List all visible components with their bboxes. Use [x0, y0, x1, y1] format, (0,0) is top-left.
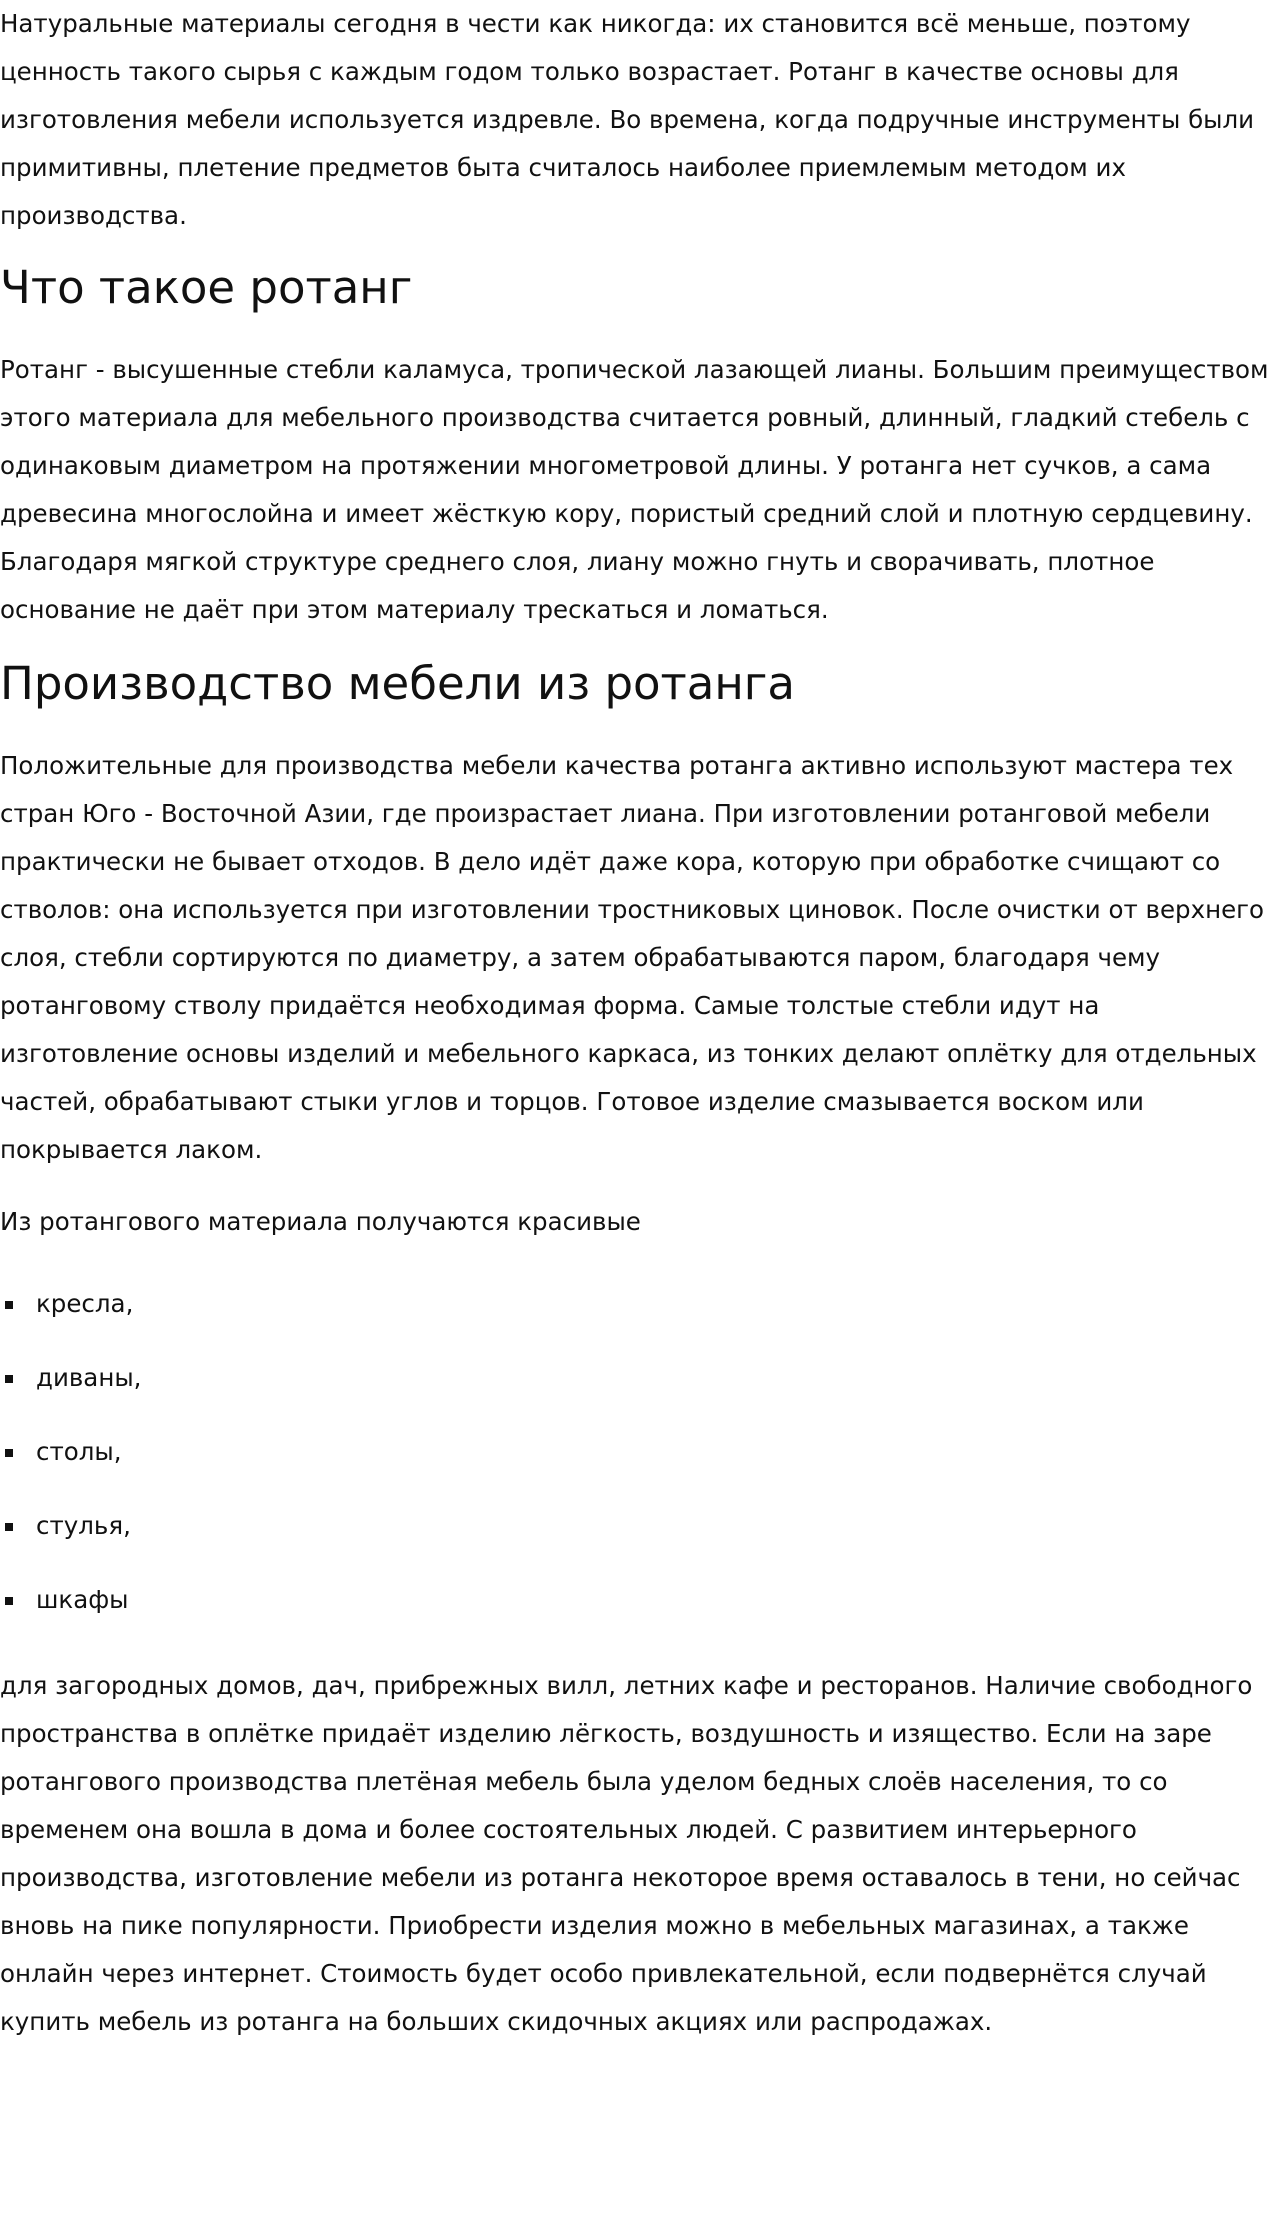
square-bullet-icon	[5, 1597, 13, 1605]
list-item	[0, 1428, 1270, 1476]
production-paragraph: Положительные для производства мебели качества ротанга активно используют мастера тех стран Юго - Восточной Азии, где произрастает лиана. При изготовлении ротанговой мебели практически не бывает отходов. В дело идёт даже кора, которую при обработке счищают со стволов: она используется при изготовлении тростниковых циновок. После очистки от верхнего слоя, стебли сортируются по диаметру, а затем обрабатываются паром, благодаря чему ротанговому стволу придаётся необходимая форма. Самые толстые стебли идут на изготовление основы изделий и мебельного каркаса, из тонких делают оплётку для отдельных частей, обрабатывают стыки углов и торцов. Готовое изделие смазывается воском или покрывается лаком.	[0, 751, 1265, 1164]
list-item	[0, 1502, 1270, 1550]
list-item-label: столы,	[36, 1437, 122, 1466]
furniture-list	[0, 1280, 1270, 1624]
list-intro-paragraph: Из ротангового материала получаются красивые	[0, 1207, 641, 1236]
square-bullet-icon	[5, 1375, 13, 1383]
list-item	[0, 1280, 1270, 1328]
list-item-label: стулья,	[36, 1511, 131, 1540]
list-item	[0, 1576, 1270, 1624]
list-item-label: кресла,	[36, 1289, 134, 1318]
list-item-label: диваны,	[36, 1363, 142, 1392]
list-item	[0, 1354, 1270, 1402]
intro-paragraph: Натуральные материалы сегодня в чести как никогда: их становится всё меньше, поэтому ценность такого сырья с каждым годом только возрастает. Ротанг в качестве основы для изготовления мебели используется издревле. Во времена, когда подручные инструменты были примитивны, плетение предметов быта считалось наиболее приемлемым методом их производства.	[0, 9, 1255, 230]
list-item-label: шкафы	[36, 1585, 129, 1614]
square-bullet-icon	[5, 1523, 13, 1531]
square-bullet-icon	[5, 1449, 13, 1457]
square-bullet-icon	[5, 1301, 13, 1309]
heading-rattan-furniture-production: Производство мебели из ротанга	[0, 657, 795, 710]
what-is-rattan-paragraph: Ротанг - высушенные стебли каламуса, тропической лазающей лианы. Большим преимуществом этого материала для мебельного производства считается ровный, длинный, гладкий стебель с одинаковым диаметром на протяжении многометровой длины. У ротанга нет сучков, а сама древесина многослойна и имеет жёсткую кору, пористый средний слой и плотную сердцевину. Благодаря мягкой структуре среднего слоя, лиану можно гнуть и сворачивать, плотное основание не даёт при этом материалу трескаться и ломаться.	[0, 355, 1269, 624]
heading-what-is-rattan: Что такое ротанг	[0, 261, 413, 314]
closing-paragraph: для загородных домов, дач, прибрежных вилл, летних кафе и ресторанов. Наличие свободного пространства в оплётке придаёт изделию лёгкость, воздушность и изящество. Если на заре ротангового производства плетёная мебель была уделом бедных слоёв населения, то со временем она вошла в дома и более состоятельных людей. С развитием интерьерного производства, изготовление мебели из ротанга некоторое время оставалось в тени, но сейчас вновь на пике популярности. Приобрести изделия можно в мебельных магазинах, а также онлайн через интернет. Стоимость будет особо привлекательной, если подвернётся случай купить мебель из ротанга на больших скидочных акциях или распродажах.	[0, 1671, 1253, 2036]
